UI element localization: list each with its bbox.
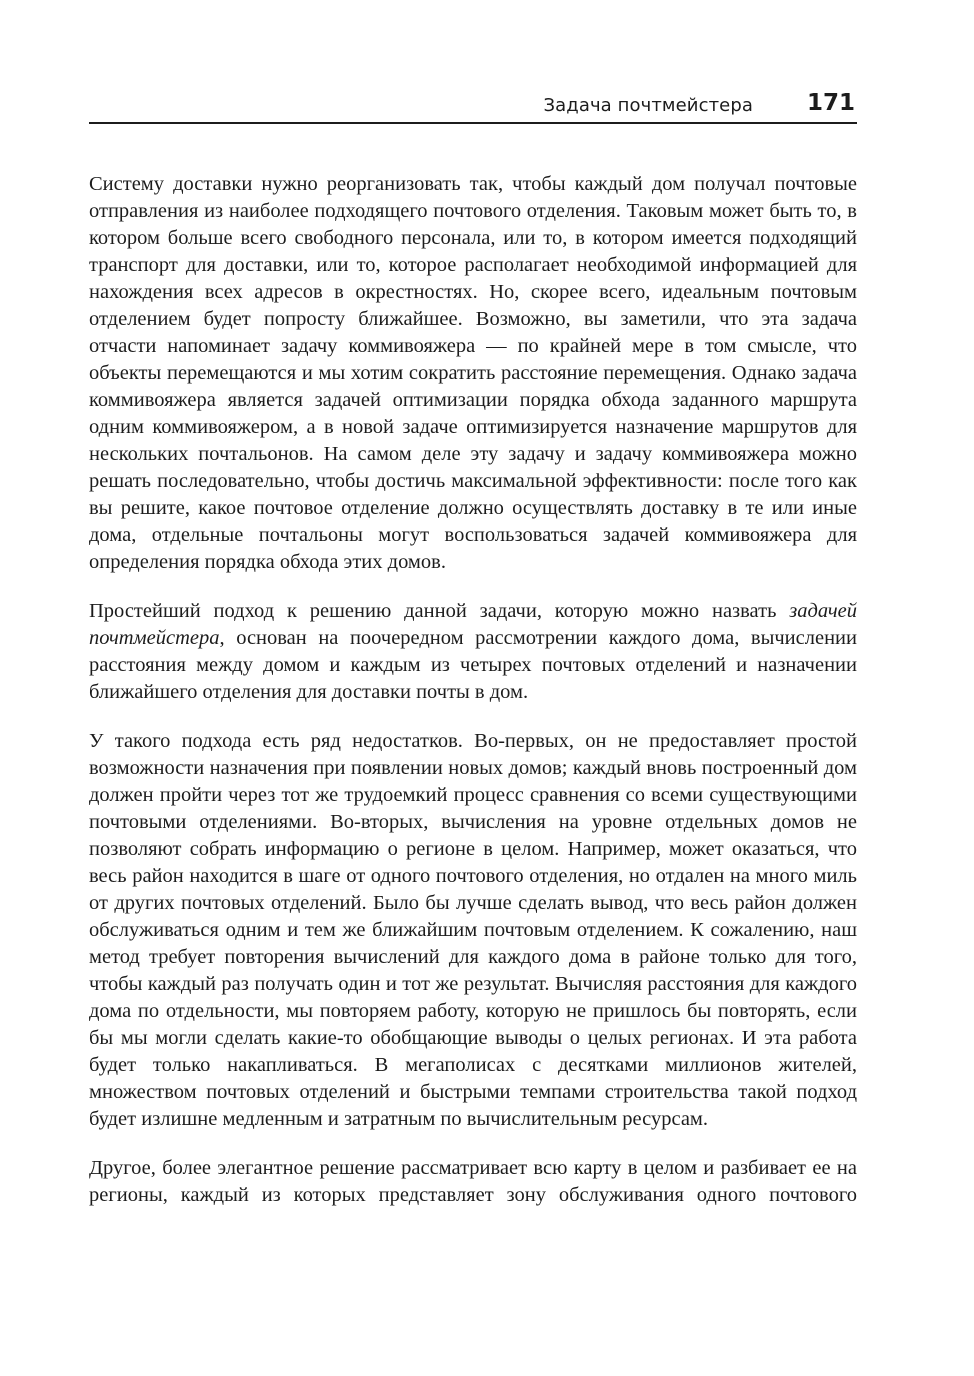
emphasized-term: задачей почтмейстера	[89, 600, 857, 649]
paragraph-text: , основан на поочередном рассмотрении каждого дома, вычислении расстояния между домом и каждым из четырех почтовых отделений и назначении ближайшего отделения для доставки почты в дом.	[89, 627, 857, 703]
running-header-title: Задача почтмейстера	[543, 95, 753, 116]
paragraph: Систему доставки нужно реорганизовать так, чтобы каждый дом получал почтовые отправления из наиболее подходящего почтового отделения. Таковым может быть то, в котором больше всего свободного персонала, или то, в котором имеется подходящий транспорт для доставки, или то, которое располагает необходимой информацией для нахождения всех адресов в окрестностях. Но, скорее всего, идеальным почтовым отделением будет попросту ближайшее. Возможно, вы заметили, что эта задача отчасти напоминает задачу коммивояжера — по крайней мере в том смысле, что объекты перемещаются и мы хотим сократить расстояние перемещения. Однако задача коммивояжера является задачей оптимизации порядка обхода заданного маршрута одним коммивояжером, а в новой задаче оптимизируется назначение маршрутов для нескольких почтальонов. На самом деле эту задачу и задачу коммивояжера можно решать последовательно, чтобы достичь максимальной эффективности: после того как вы решите, какое почтовое отделение должно осуществлять доставку в те или иные дома, отдельные почтальоны могут воспользоваться задачей коммивояжера для определения порядка обхода этих домов.	[89, 173, 857, 573]
paragraph-text: Простейший подход к решению данной задачи, которую можно назвать	[89, 600, 790, 622]
body-text	[89, 171, 857, 1231]
page-number: 171	[806, 90, 855, 116]
running-header	[89, 88, 857, 124]
paragraph: У такого подхода есть ряд недостатков. Во-первых, он не предоставляет простой возможности назначения при появлении новых домов; каждый вновь построенный дом должен пройти через тот же трудоемкий процесс сравнения со всеми существующими почтовыми отделениями. Во-вторых, вычисления на уровне отдельных домов не позволяют собрать информацию о регионе в целом. Например, может оказаться, что весь район находится в шаге от одного почтового отделения, но отдален на много миль от других почтовых отделений. Было бы лучше сделать вывод, что весь район должен обслуживаться одним и тем же ближайшим почтовым отделением. К сожалению, наш метод требует повторения вычислений для каждого дома в районе только для того, чтобы каждый раз получать один и тот же результат. Вычисляя расстояния для каждого дома по отдельности, мы повторяем работу, которую не пришлось бы повторять, если бы мы могли сделать какие-то обобщающие выводы о целых регионах. И эта работа будет только накапливаться. В мегаполисах с десятками миллионов жителей, множеством почтовых отделений и быстрыми темпами строительства такой подход будет излишне медленным и затратным по вычислительным ресурсам.	[89, 730, 857, 1130]
paragraph: Другое, более элегантное решение рассматривает всю карту в целом и разбивает ее на регионы, каждый из которых представляет зону обслуживания одного почтового	[89, 1157, 857, 1206]
paragraph	[89, 598, 857, 706]
